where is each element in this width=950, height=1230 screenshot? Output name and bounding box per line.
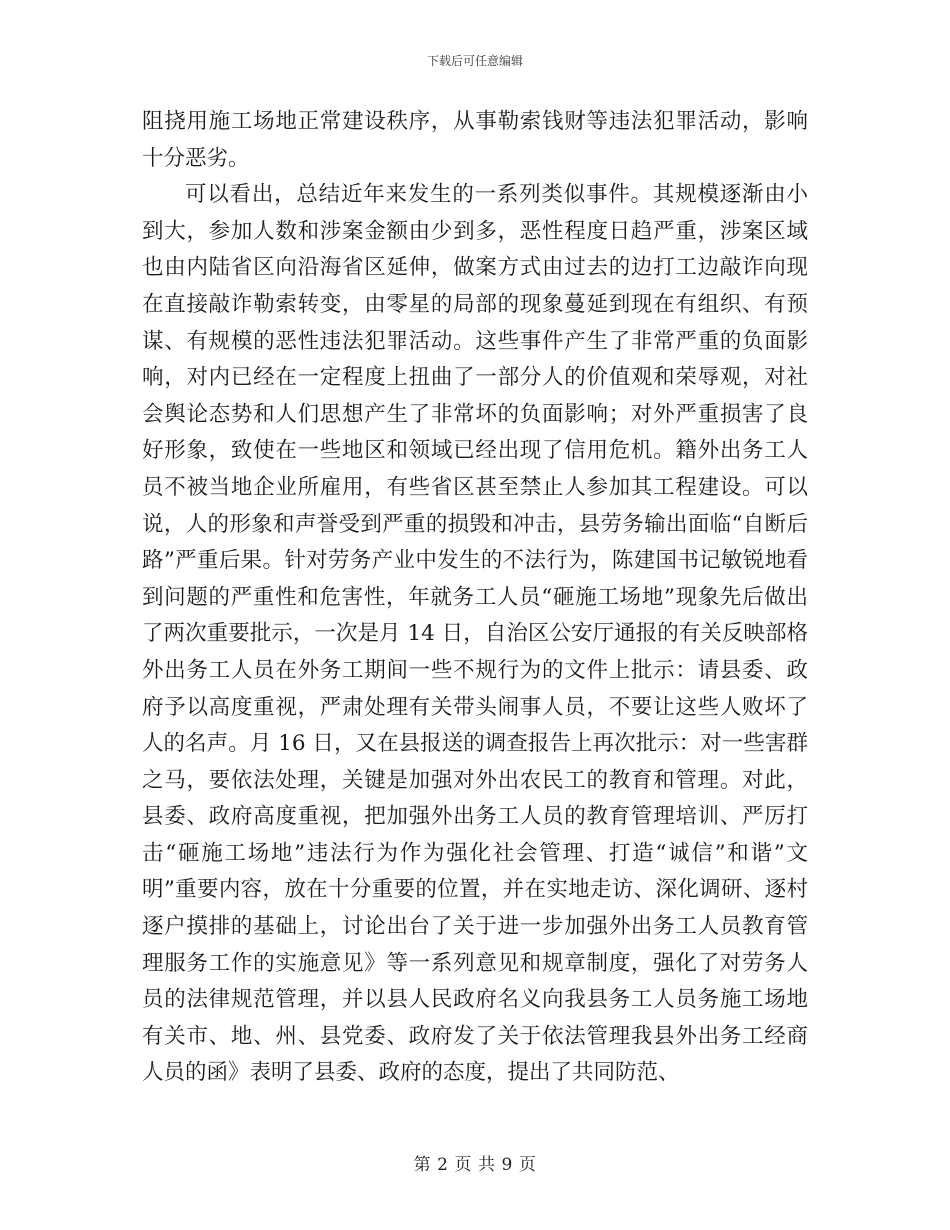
page-label-ye: 页	[454, 1155, 472, 1175]
page-header: 下载后可任意编辑	[426, 54, 523, 68]
page-label-ye-2: 页	[518, 1155, 537, 1175]
paragraph: 可以看出，总结近年来发生的一系列类似事件。其规模逐渐由小到大，参加人数和涉案金额由少到多，恶性程度日趋严重，涉案区域也由内陆省区向沿海省区延伸，做案方式由过去的边打工边敲诈向现在直接敲诈勒索转变，由零星的局部的现象蔓延到现在有组织、有预谋、有规模的恶性违法犯罪活动。这些事件产生了非常严重的负面影响，对内已经在一定程度上扭曲了一部分人的价值观和荣辱观，对社会舆论态势和人们思想产生了非常坏的负面影响；对外严重损害了良好形象，致使在一些地区和领域已经出现了信用危机。籍外出务工人员不被当地企业所雇用，有些省区甚至禁止人参加其工程建设。可以说，人的形象和声誉受到严重的损毁和冲击，县劳务输出面临“自断后路”严重后果。针对劳务产业中发生的不法行为，陈建国书记敏锐地看到问题的严重性和危害性，年就务工人员“砸施工场地”现象先后做出了两次重要批示，一次是月 14 日，自治区公安厅通报的有关反映部格外出务工人员在外务工期间一些不规行为的文件上批示：请县委、政府予以高度重视，严肃处理有关带头闹事人员，不要让这些人败坏了人的名声。月 16 日，又在县报送的调查报告上再次批示：对一些害群之马，要依法处理，关键是加强对外出农民工的教育和管理。对此，县委、政府高度重视，把加强外出务工人员的教育管理培训、严厉打击“砸施工场地”违法行为作为强化社会管理、打造“诚信”和谐”文明”重要内容，放在十分重要的位置，并在实地走访、深化调研、逐村逐户摸排的基础上，讨论出台了关于进一步加强外出务工人员教育管理服务工作的实施意见》等一系列意见和规章制度，强化了对劳务人员的法律规范管理，并以县人民政府名义向我县务工人员务施工场地有关市、地、州、县党委、政府发了关于依法管理我县外出务工经商人员的函》表明了县委、政府的态度，提出了共同防范、	[142, 182, 808, 1086]
total-pages-number: 9	[501, 1155, 513, 1175]
page-footer	[0, 1150, 950, 1175]
paragraph-continuation: 阻挠用施工场地正常建设秩序，从事勒索钱财等违法犯罪活动，影响十分恶劣。	[142, 109, 808, 171]
document-body	[142, 104, 808, 1092]
current-page-number: 2	[437, 1155, 449, 1175]
page-label-gong: 共	[478, 1155, 496, 1175]
page-label-di: 第	[413, 1155, 432, 1175]
